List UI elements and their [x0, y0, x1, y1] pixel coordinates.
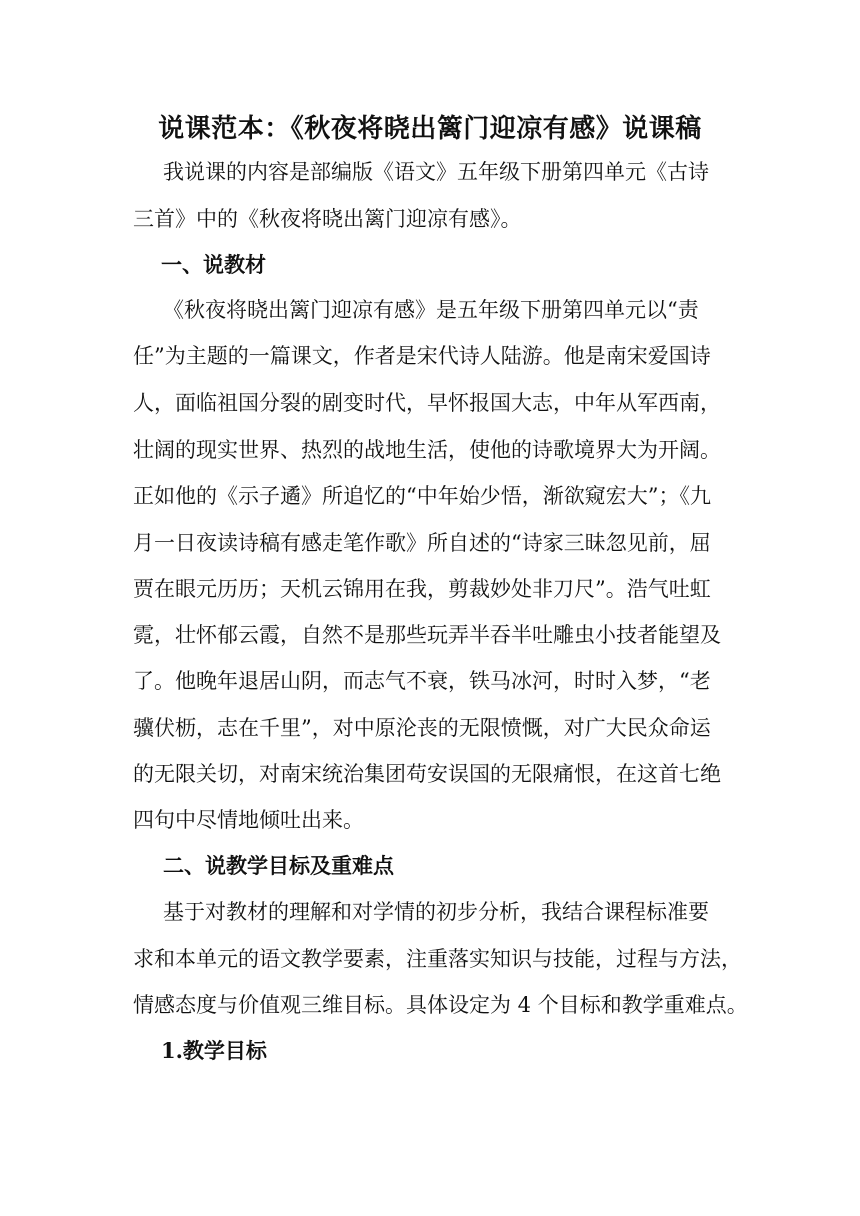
section1-line-6: 月一日夜读诗稿有感走笔作歌》所自述的“诗家三昧忽见前，屈 [133, 531, 711, 555]
section2-line-3: 情感态度与价值观三维目标。具体设定为 4 个目标和教学重难点。 [133, 993, 748, 1017]
section1-line-10: 骥伏枥，志在千里”，对中原沦丧的无限愤慨，对广大民众命运 [133, 716, 711, 740]
section1-heading: 一、说教材 [161, 252, 266, 277]
section1-line-3: 人，面临祖国分裂的剧变时代，早怀报国大志，中年从军西南， [133, 391, 721, 415]
section1-line-11: 的无限关切，对南宋统治集团苟安误国的无限痛恨，在这首七绝 [133, 762, 721, 786]
section1-line-4: 壮阔的现实世界、热烈的战地生活，使他的诗歌境界大为开阔。 [133, 438, 721, 462]
section2-line-2: 求和本单元的语文教学要素，注重落实知识与技能，过程与方法， [133, 947, 742, 971]
intro-line-1: 我说课的内容是部编版《语文》五年级下册第四单元《古诗 [163, 160, 709, 184]
section1-line-2: 任”为主题的一篇课文，作者是宋代诗人陆游。他是南宋爱国诗 [133, 344, 711, 368]
section2-subheading: 1.教学目标 [161, 1038, 267, 1063]
section1-line-7: 贾在眼元历历；天机云锦用在我，剪裁妙处非刀尺”。浩气吐虹 [133, 577, 711, 601]
section2-line-1: 基于对教材的理解和对学情的初步分析，我结合课程标准要 [163, 900, 709, 924]
section1-line-12: 四句中尽情地倾吐出来。 [133, 808, 364, 832]
document-title: 说课范本：《秋夜将晓出篱门迎凉有感》说课稿 [158, 114, 702, 144]
section1-line-9: 了。他晚年退居山阴，而志气不衰，铁马冰河，时时入梦，“老 [133, 669, 711, 693]
section1-line-5: 正如他的《示子遹》所追忆的“中年始少悟，渐欲窥宏大”；《九 [133, 484, 711, 508]
section1-line-8: 霓，壮怀郁云霞，自然不是那些玩弄半吞半吐雕虫小技者能望及 [133, 623, 721, 647]
intro-line-2: 三首》中的《秋夜将晓出篱门迎凉有感》。 [133, 207, 522, 231]
section1-line-1: 《秋夜将晓出篱门迎凉有感》是五年级下册第四单元以“责 [163, 298, 699, 322]
section2-heading: 二、说教学目标及重难点 [163, 853, 394, 878]
